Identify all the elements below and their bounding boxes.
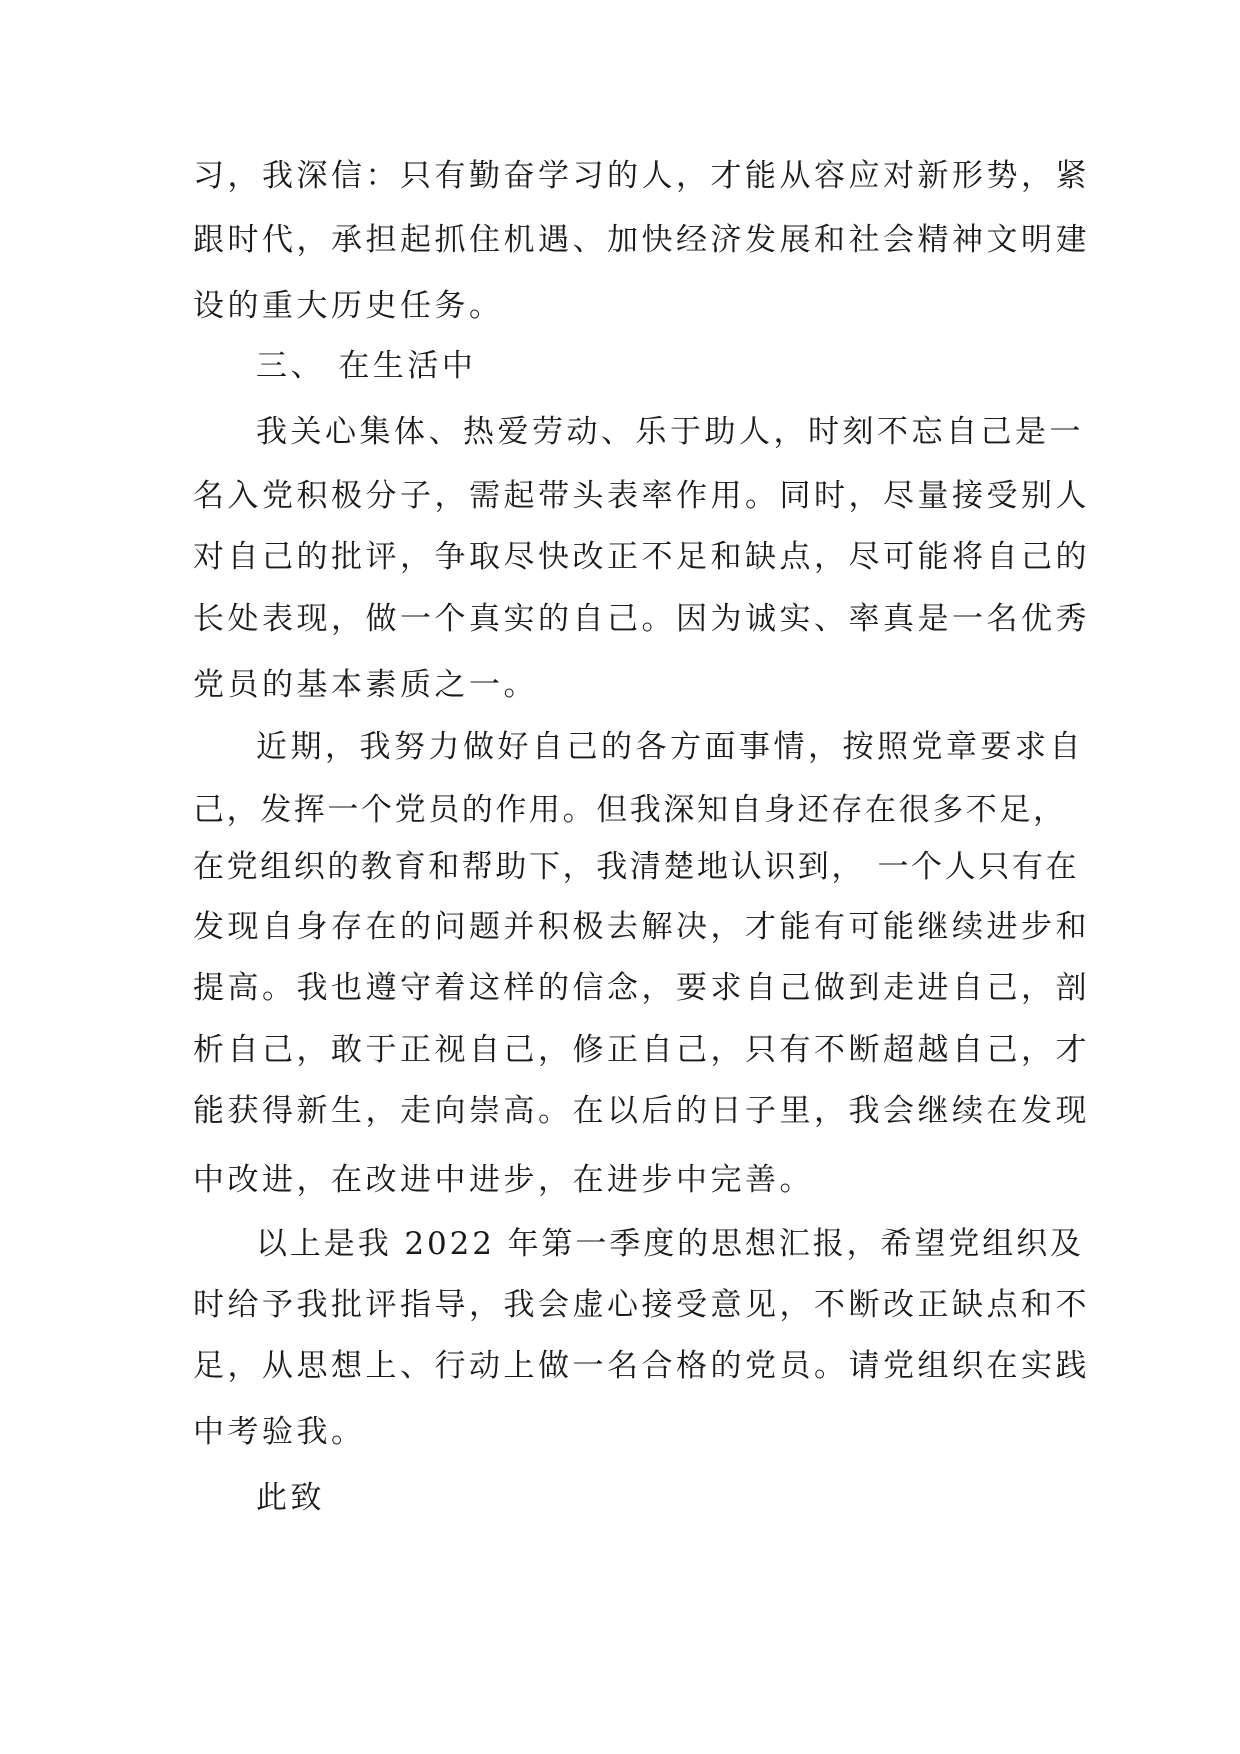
paragraph-line: 能获得新生，走向崇高。在以后的日子里，我会继续在发现 bbox=[193, 1093, 1090, 1129]
paragraph-line: 时给予我批评指导，我会虚心接受意见，不断改正缺点和不 bbox=[193, 1287, 1090, 1323]
paragraph-line: 中改进，在改进中进步，在进步中完善。 bbox=[193, 1162, 814, 1198]
paragraph-line: 我关心集体、热爱劳动、乐于助人，时刻不忘自己是一 bbox=[256, 414, 1084, 450]
paragraph-line: 长处表现，做一个真实的自己。因为诚实、率真是一名优秀 bbox=[193, 601, 1090, 637]
paragraph-line: 党员的基本素质之一。 bbox=[193, 667, 538, 703]
paragraph-line: 在党组织的教育和帮助下，我清楚地认识到， 一个人只有在 bbox=[193, 849, 1080, 885]
paragraph-line: 中考验我。 bbox=[193, 1414, 366, 1450]
paragraph-line: 提高。我也遵守着这样的信念，要求自己做到走进自己，剖 bbox=[193, 970, 1090, 1006]
paragraph-line: 析自己，敢于正视自己，修正自己，只有不断超越自己，才 bbox=[193, 1032, 1090, 1068]
section-heading: 三、 在生活中 bbox=[256, 348, 477, 384]
paragraph-line: 以上是我 2022 年第一季度的思想汇报，希望党组织及 bbox=[256, 1226, 1084, 1262]
paragraph-line: 己，发挥一个党员的作用。但我深知自身还存在很多不足， bbox=[193, 792, 1067, 828]
paragraph-line: 发现自身存在的问题并积极去解决，才能有可能继续进步和 bbox=[193, 909, 1090, 945]
paragraph-line: 足，从思想上、行动上做一名合格的党员。请党组织在实践 bbox=[193, 1348, 1090, 1384]
paragraph-line: 设的重大历史任务。 bbox=[193, 288, 504, 324]
paragraph-line: 名入党积极分子，需起带头表率作用。同时，尽量接受别人 bbox=[193, 478, 1090, 514]
paragraph-line: 习，我深信：只有勤奋学习的人，才能从容应对新形势，紧 bbox=[193, 158, 1090, 194]
paragraph-line: 跟时代，承担起抓住机遇、加快经济发展和社会精神文明建 bbox=[193, 222, 1090, 258]
paragraph-line: 对自己的批评，争取尽快改正不足和缺点，尽可能将自己的 bbox=[193, 539, 1090, 575]
closing-salutation: 此致 bbox=[256, 1480, 325, 1516]
paragraph-line: 近期，我努力做好自己的各方面事情，按照党章要求自 bbox=[256, 729, 1084, 765]
